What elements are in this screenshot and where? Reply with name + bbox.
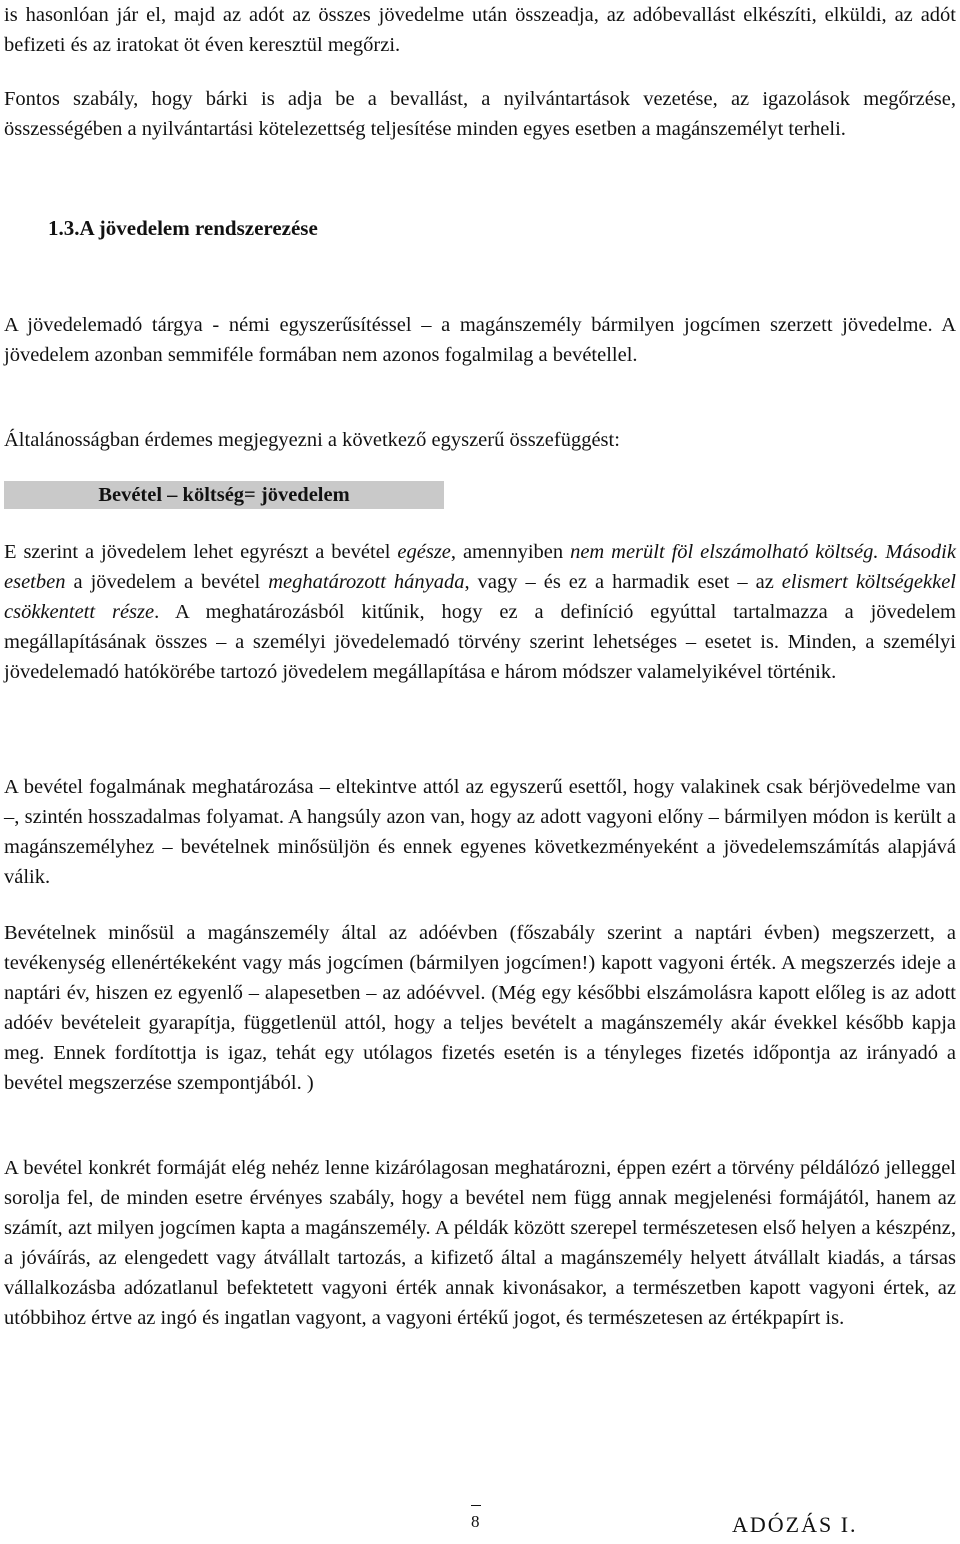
- italic-run: nem merült föl elszámolható költség.: [570, 541, 879, 563]
- paragraph-relation-intro: Általánosságban érdemes megjegyezni a következő egyszerű összefüggést:: [4, 429, 620, 451]
- paragraph-revenue-qualifies: Bevételnek minősül a magánszemély által az adóévben (főszabály szerint a naptári évben) megszerzett, a tevékenység ellenértékeként vagy más jogcímen (bármilyen jogcímen!) kapott vagyoni érték. A megszerzés ideje a naptári év, hiszen ez egyenlő – alapesetben – az adóévvel. (Még egy későbbi elszámolásra kapott előleg is az adott adóév bevételeit gyarapítja, függetlenül attól, hogy a teljes bevételt a magánszemély akár évekkel később kapja meg. Ennek fordítottja is igaz, tehát egy utólagos fizetés esetén is a tényleges fizetés időpontja az irányadó a bevétel megszerzése szempontjából. ): [4, 922, 956, 1094]
- text-run: , amennyiben: [450, 541, 571, 563]
- page-number-mark: [471, 1505, 481, 1506]
- paragraph-income-methods: [4, 537, 956, 687]
- text-run: , vagy – és ez a harmadik eset – az: [464, 571, 782, 593]
- italic-run: elismert költségekkel csökkentett része: [4, 571, 956, 623]
- formula-box: Bevétel – költség= jövedelem: [4, 481, 444, 509]
- section-heading: 1.3.A jövedelem rendszerezése: [48, 216, 318, 240]
- italic-run: Második esetben: [4, 541, 956, 593]
- text-run: a jövedelem a bevétel: [65, 571, 269, 593]
- paragraph-revenue-definition: A bevétel fogalmának meghatározása – eltekintve attól az egyszerű esettől, hogy valakinek csak bérjövedelme van –, szintén hosszadalmas folyamat. A hangsúly azon van, hogy az adott vagyoni előny – bármilyen módon is került a magánszemélyhez – bevételnek minősüljön és ennek egyenes következményeként a jövedelemszámítás alapjává válik.: [4, 776, 956, 888]
- publication-title: ADÓZÁS I.: [732, 1512, 858, 1537]
- paragraph-rule: Fontos szabály, hogy bárki is adja be a bevallást, a nyilvántartások vezetése, az igazolások megőrzése, összességében a nyilvántartási kötelezettség teljesítése minden egyes esetben a magánszemélyt terheli.: [4, 88, 956, 140]
- page-number: 8: [471, 1512, 480, 1531]
- italic-run: meghatározott hányada: [268, 571, 465, 593]
- document-page: [4, 0, 956, 1329]
- paragraph-income-subject: A jövedelemadó tárgya - némi egyszerűsítéssel – a magánszemély bármilyen jogcímen szerzett jövedelme. A jövedelem azonban semmiféle formában nem azonos fogalmilag a bevétellel.: [4, 314, 956, 366]
- paragraph-revenue-forms: A bevétel konkrét formáját elég nehéz lenne kizárólagosan meghatározni, éppen ezért a törvény példálózó jelleggel sorolja fel, de minden esetre érvényes szabály, hogy a bevétel nem függ annak megjelenési formájától, hanem az számít, azt milyen jogcímen kapta a magánszemély. A példák között szerepel természetesen első helyen a készpénz, a jóváírás, az elengedett vagy átvállalt tartozás, a kifizető által a magánszemély helyett átvállalt kiadás, a társas vállalkozásba adózatlanul befektetett vagyoni érték annak kivonásakor, a természetben kapott vagyoni értek, az utóbbihoz értve az ingó és ingatlan vagyont, a vagyoni értékű jogot, és természetesen az értékpapírt is.: [4, 1157, 956, 1329]
- paragraph-intro: is hasonlóan jár el, majd az adót az összes jövedelme után összeadja, az adóbevallást elkészíti, elküldi, az adót befizeti és az iratokat öt éven keresztül megőrzi.: [4, 4, 956, 56]
- italic-run: egésze: [397, 541, 451, 563]
- text-run: . A meghatározásból kitűnik, hogy ez a definíció egyúttal tartalmazza a jövedelem megállapításának összes – a személyi jövedelemadó törvény szerint lehetséges – esetet is. Minden, a személyi jövedelemadó hatókörébe tartozó jövedelem megállapítása e három módszer valamelyikével történik.: [4, 601, 956, 683]
- text-run: E szerint a jövedelem lehet egyrészt a bevétel: [4, 541, 398, 563]
